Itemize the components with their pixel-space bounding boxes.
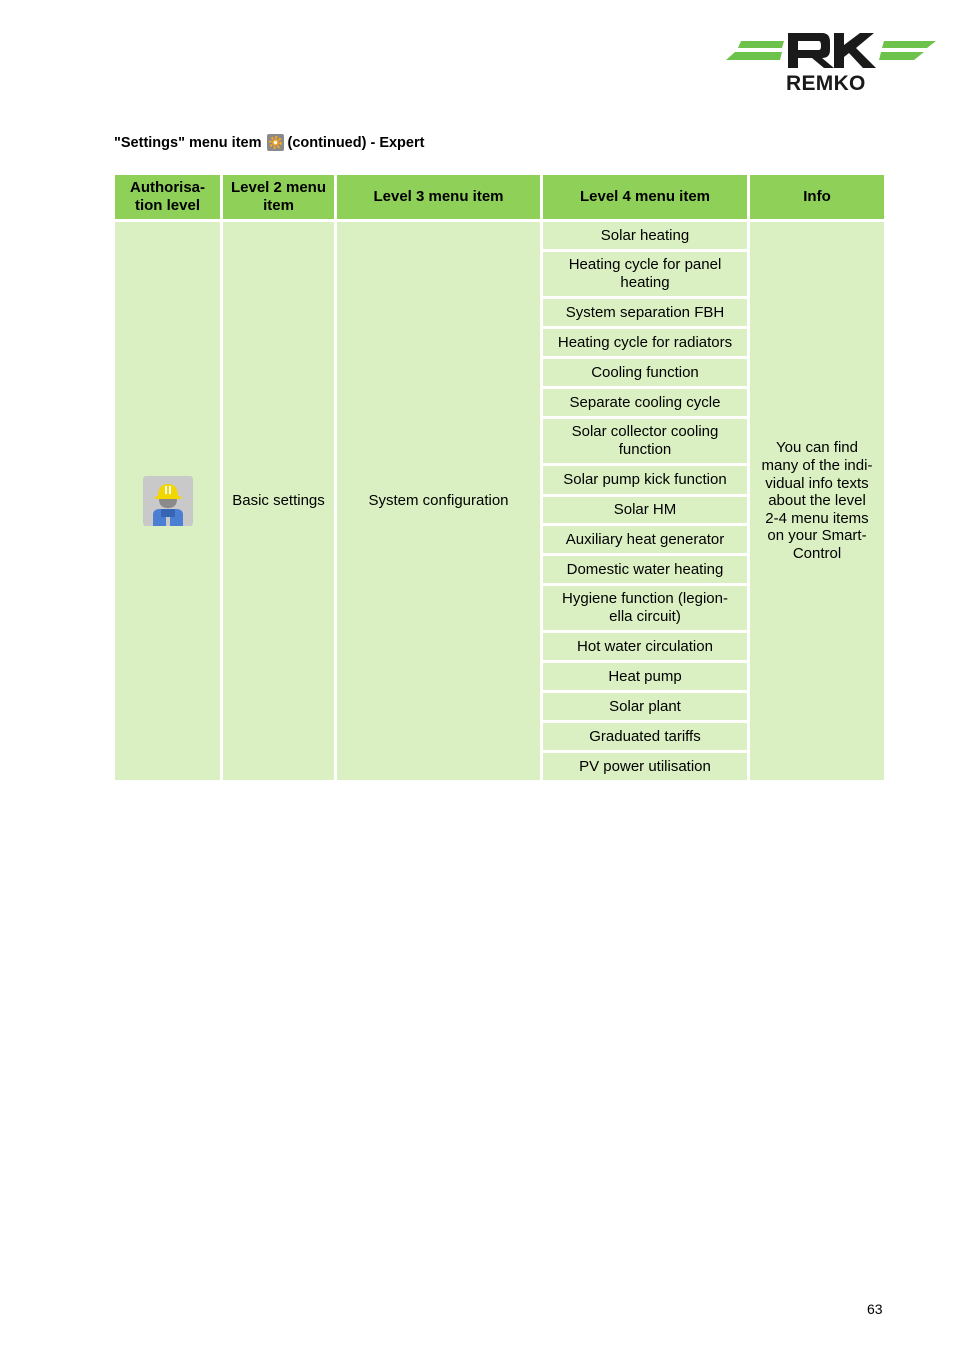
header-level2: Level 2 menu item [223, 175, 334, 219]
level4-item-hygiene-function: Hygiene function (legion- ella circuit) [543, 586, 747, 630]
level4-item-solar-collector-cooling: Solar collector cooling function [543, 419, 747, 463]
settings-gear-icon [267, 134, 284, 151]
level4-item-heat-pump: Heat pump [543, 663, 747, 690]
section-heading [114, 134, 424, 151]
level4-item-solar-hm: Solar HM [543, 497, 747, 523]
level4-item-heating-cycle-radiators: Heating cycle for radiators [543, 329, 747, 356]
header-authorisation-level: Authorisa- tion level [115, 175, 220, 219]
level4-item-solar-pump-kick: Solar pump kick function [543, 466, 747, 494]
heading-text: "Settings" menu item [114, 134, 262, 151]
heading-continued-text: (continued) - Expert [287, 134, 425, 151]
header-info: Info [750, 175, 884, 219]
remko-logo [724, 28, 938, 94]
level4-item-pv-power: PV power utilisation [543, 753, 747, 780]
level4-item-separate-cooling-cycle: Separate cooling cycle [543, 389, 747, 416]
authorisation-level-cell [115, 222, 220, 780]
level4-item-solar-heating: Solar heating [543, 222, 747, 249]
level4-item-system-separation: System separation FBH [543, 299, 747, 326]
level4-item-solar-plant: Solar plant [543, 693, 747, 720]
svg-text:REMKO: REMKO [786, 72, 866, 94]
level2-cell: Basic settings [223, 222, 334, 780]
level4-item-cooling-function: Cooling function [543, 359, 747, 386]
level4-item-heating-cycle-panel: Heating cycle for panel heating [543, 252, 747, 296]
expert-technician-icon [143, 476, 193, 526]
level4-item-graduated-tariffs: Graduated tariffs [543, 723, 747, 750]
header-level3: Level 3 menu item [337, 175, 540, 219]
header-level4: Level 4 menu item [543, 175, 747, 219]
level4-item-domestic-water: Domestic water heating [543, 556, 747, 583]
level4-item-auxiliary-heat: Auxiliary heat generator [543, 526, 747, 553]
page-number: 63 [867, 1301, 883, 1317]
info-cell: You can find many of the indi- vidual info texts about the level 2-4 menu items on your Smart- Control [750, 222, 884, 780]
level3-cell: System configuration [337, 222, 540, 780]
level4-item-hot-water-circulation: Hot water circulation [543, 633, 747, 660]
